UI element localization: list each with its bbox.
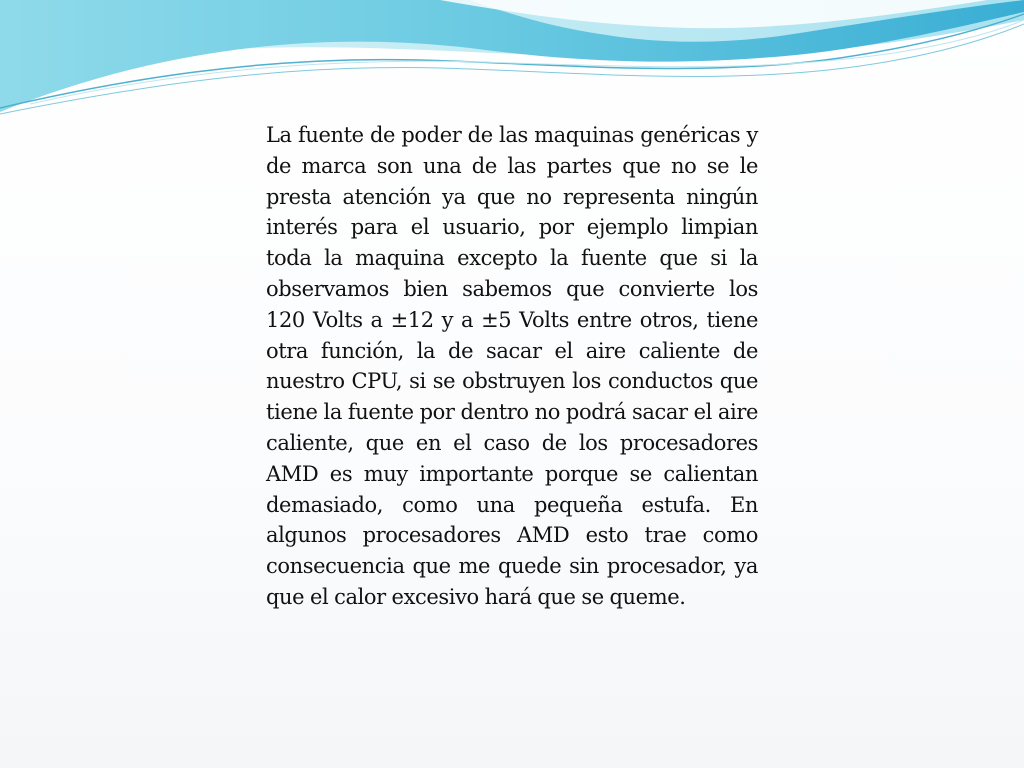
body-paragraph: La fuente de poder de las maquinas genéricas y de marca son una de las partes que no se le presta atención ya que no representa ningún interés para el usuario, por ejemplo limpian toda la maquina excepto la fuente que si la observamos bien sabemos que convierte los 120 Volts a ±12 y a ±5 Volts entre otros, tiene otra función, la de sacar el aire caliente de nuestro CPU, si se obstruyen los conductos que tiene la fuente por dentro no podrá sacar el aire caliente, que en el caso de los procesadores AMD es muy importante porque se calientan demasiado, como una pequeña estufa. En algunos procesadores AMD esto trae como consecuencia que me quede sin procesador, ya que el calor excesivo hará que se queme. xyxy=(266,123,758,609)
wave-header-decoration xyxy=(0,0,1024,130)
